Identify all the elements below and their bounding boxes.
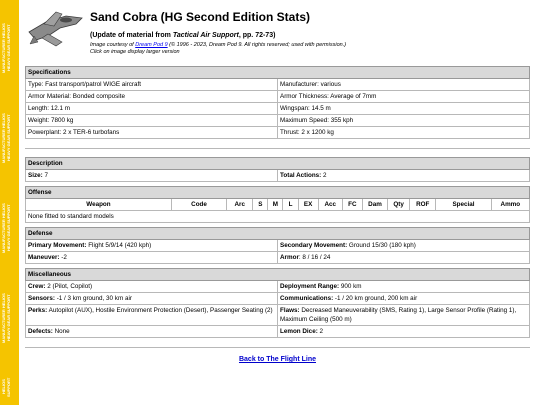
spec-manufacturer: Manufacturer: various — [278, 79, 530, 91]
column-weapon: Weapon — [26, 199, 172, 211]
armor-cell: Armor: 8 / 16 / 24 — [278, 252, 530, 264]
dream-pod-9-link[interactable]: Dream Pod 9 — [135, 42, 168, 48]
sidebar-tab-3[interactable]: MANUFACTURER HELIOS HEAVY GEAR SUPPORT — [1, 203, 11, 253]
column-ammo: Ammo — [491, 199, 529, 211]
column-rof: ROF — [410, 199, 436, 211]
column-qty: Qty — [388, 199, 410, 211]
sidebar-tab-4[interactable]: MANUFACTURER HELIOS HEAVY GEAR SUPPORT — [1, 293, 11, 343]
size-cell: Size: 7 — [26, 170, 278, 182]
column-ex: EX — [298, 199, 318, 211]
column-code: Code — [171, 199, 226, 211]
column-dam: Dam — [362, 199, 387, 211]
maneuver-cell: Maneuver: -2 — [26, 252, 278, 264]
column-special: Special — [436, 199, 491, 211]
divider — [25, 148, 530, 149]
spec-weight: Weight: 7800 kg — [26, 115, 278, 127]
page-header — [25, 4, 530, 66]
miscellaneous-table — [25, 268, 530, 338]
spec-thrust: Thrust: 2 x 1200 kg — [278, 127, 530, 139]
spec-length: Length: 12.1 m — [26, 103, 278, 115]
sidebar — [0, 0, 19, 405]
section-heading-description: Description — [26, 158, 530, 170]
spec-max-speed: Maximum Speed: 355 kph — [278, 115, 530, 127]
defects-cell: Defects: None — [26, 326, 278, 338]
page-subtitle: (Update of material from Tactical Air Support, pp. 72-73) — [90, 32, 276, 39]
spec-powerplant: Powerplant: 2 x TER-6 turbofans — [26, 127, 278, 139]
section-heading-specifications: Specifications — [26, 67, 530, 79]
footer — [25, 356, 530, 363]
spec-wingspan: Wingspan: 14.5 m — [278, 103, 530, 115]
sensors-cell: Sensors: -1 / 3 km ground, 30 km air — [26, 293, 278, 305]
main-content — [25, 4, 530, 363]
communications-cell: Communications: -1 / 20 km ground, 200 km air — [278, 293, 530, 305]
column-acc: Acc — [318, 199, 342, 211]
back-to-flight-line-link[interactable]: Back to The Flight Line — [238, 356, 316, 363]
specifications-table — [25, 66, 530, 139]
sidebar-tab-5[interactable]: HELIOS SUPPORT — [1, 377, 11, 397]
deployment-range-cell: Deployment Range: 900 km — [278, 281, 530, 293]
defense-table — [25, 227, 530, 264]
enlarge-hint: Click on image display larger version — [90, 49, 180, 55]
offense-table — [25, 186, 530, 223]
offense-header-row — [26, 199, 530, 211]
total-actions-cell: Total Actions: 2 — [278, 170, 530, 182]
lemon-dice-cell: Lemon Dice: 2 — [278, 326, 530, 338]
aircraft-image[interactable] — [26, 6, 84, 50]
divider-bottom — [25, 347, 530, 348]
section-heading-miscellaneous: Miscellaneous — [26, 269, 530, 281]
column-fc: FC — [342, 199, 362, 211]
spec-type: Type: Fast transport/patrol WIGE aircraft — [26, 79, 278, 91]
section-heading-offense: Offense — [26, 187, 530, 199]
image-credit: Image courtesy of Dream Pod 9 (© 1996 - 2023, Dream Pod 9. All rights reserved; used with permission.) Click on image display larger version — [90, 42, 347, 55]
column-arc: Arc — [227, 199, 253, 211]
primary-movement-cell: Primary Movement: Flight 5/9/14 (420 kph) — [26, 240, 278, 252]
section-heading-defense: Defense — [26, 228, 530, 240]
page-title: Sand Cobra (HG Second Edition Stats) — [90, 10, 311, 24]
column-l: L — [283, 199, 298, 211]
spec-armor-material: Armor Material: Bonded composite — [26, 91, 278, 103]
sidebar-tab-1[interactable]: MANUFACTURER HELIOS HEAVY GEAR SUPPORT — [1, 23, 11, 73]
secondary-movement-cell: Secondary Movement: Ground 15/30 (180 kph) — [278, 240, 530, 252]
crew-cell: Crew: 2 (Pilot, Copilot) — [26, 281, 278, 293]
spec-armor-thickness: Armor Thickness: Average of 7mm — [278, 91, 530, 103]
column-s: S — [253, 199, 268, 211]
column-m: M — [268, 199, 283, 211]
description-table — [25, 157, 530, 182]
sidebar-tab-2[interactable]: MANUFACTURER HELIOS HEAVY GEAR SUPPORT — [1, 113, 11, 163]
perks-cell: Perks: Autopilot (AUX), Hostile Environment Protection (Desert), Passenger Seating (2) — [26, 305, 278, 326]
flaws-cell: Flaws: Decreased Maneuverability (SMS, Rating 1), Large Sensor Profile (Rating 1), Maximum Ceiling (500 m) — [278, 305, 530, 326]
offense-empty-row: None fitted to standard models — [26, 211, 530, 223]
